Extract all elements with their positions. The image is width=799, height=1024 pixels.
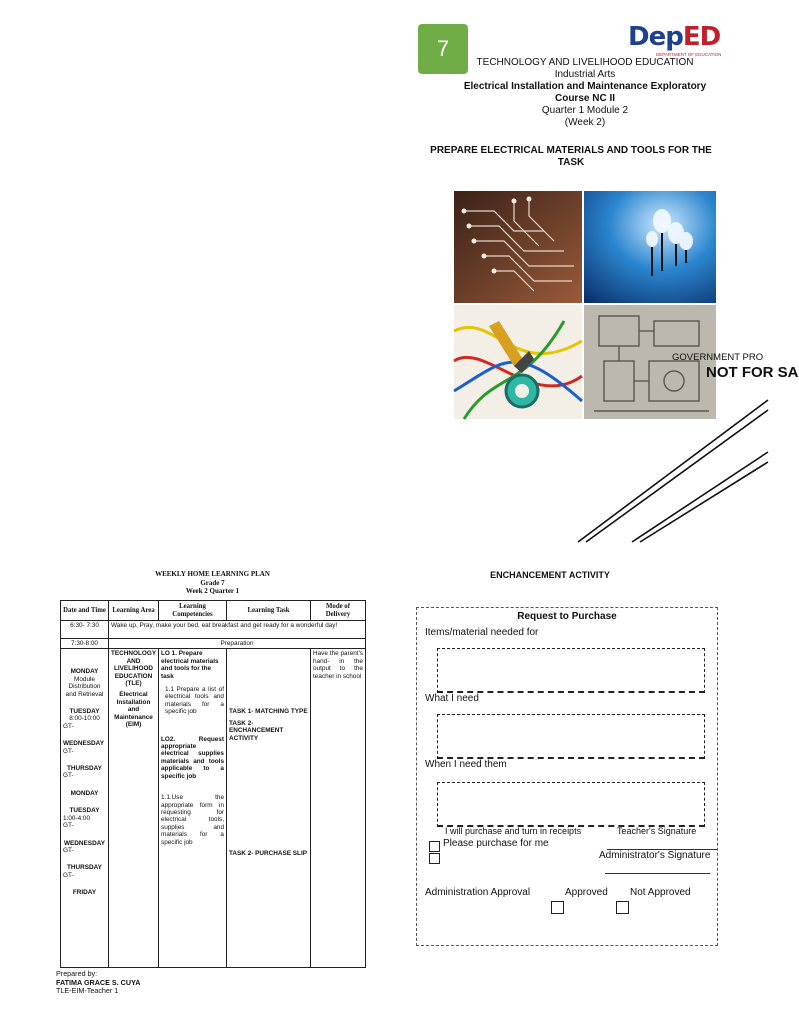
teacher-signature-label: Teacher's Signature bbox=[617, 826, 697, 836]
header-mode: Mode of Delivery bbox=[311, 601, 366, 621]
administration-approval-label: Administration Approval bbox=[425, 887, 531, 898]
day-wednesday: WEDNESDAY bbox=[63, 740, 104, 748]
whlp-title-block bbox=[60, 570, 365, 596]
subject-line: TECHNOLOGY AND LIVELIHOOD EDUCATION bbox=[476, 57, 694, 68]
day-wednesday-2: WEDNESDAY bbox=[64, 839, 105, 847]
prepared-by-label: Prepared by: bbox=[56, 969, 98, 978]
header-learning-task: Learning Task bbox=[227, 601, 311, 621]
learning-task-cell bbox=[227, 649, 311, 968]
what-i-need-label: What I need bbox=[425, 693, 479, 704]
header-learning-area: Learning Area bbox=[109, 601, 159, 621]
lo1-1: 1.1 Prepare a list of electrical tools and materials for a specific job bbox=[165, 686, 224, 716]
second-checkbox[interactable] bbox=[429, 853, 440, 864]
week-line: (Week 2) bbox=[564, 117, 606, 128]
not-approved-checkbox[interactable] bbox=[616, 901, 629, 914]
whlp-title: WEEKLY HOME LEARNING PLAN bbox=[155, 570, 270, 578]
area-line: (EIM) bbox=[125, 721, 142, 729]
lo1: LO 1. Prepare electrical materials and tools for the task bbox=[161, 650, 219, 680]
mode-cell: Have the parent's hand- in the output to the teacher in school bbox=[311, 649, 366, 968]
task-3: TASK 2- PURCHASE SLIP bbox=[229, 850, 307, 858]
government-property-text: GOVERNMENT PRO bbox=[672, 352, 764, 363]
course-line-1: Electrical Installation and Maintenance Exploratory bbox=[463, 81, 707, 92]
what-i-need-field[interactable] bbox=[437, 714, 705, 759]
teacher-role: TLE-EIM-Teacher 1 bbox=[56, 986, 119, 996]
whlp-grade: Grade 7 bbox=[200, 578, 225, 587]
course-line-2: Course NC II bbox=[554, 93, 615, 104]
receipt-note: I will purchase and turn in receipts bbox=[445, 826, 582, 836]
day-thursday-2: THURSDAY bbox=[67, 864, 102, 872]
day-friday: FRIDAY bbox=[72, 889, 97, 897]
gt-label: GT- bbox=[63, 846, 74, 854]
deped-logo bbox=[628, 22, 722, 62]
tuesday-2-time: 1:00-4:00 bbox=[63, 814, 91, 822]
request-to-purchase-form bbox=[416, 607, 718, 946]
table-row bbox=[61, 621, 366, 639]
day-thursday: THURSDAY bbox=[67, 765, 102, 773]
items-needed-label: Items/material needed for bbox=[425, 627, 539, 638]
module-title: PREPARE ELECTRICAL MATERIALS AND TOOLS FOR THE TASK bbox=[430, 145, 712, 168]
approved-label: Approved bbox=[565, 887, 608, 898]
teacher-name: FATIMA GRACE S. CUYA bbox=[56, 977, 141, 987]
when-i-need-field[interactable] bbox=[437, 782, 705, 827]
please-purchase-checkbox[interactable] bbox=[429, 841, 440, 852]
strand-line: Industrial Arts bbox=[554, 69, 616, 80]
not-for-sale-text: NOT FOR SA bbox=[706, 364, 799, 381]
gt-label: GT- bbox=[63, 822, 74, 830]
header-competencies: Learning Competencies bbox=[159, 601, 227, 621]
table-row bbox=[61, 639, 366, 649]
administrator-signature-label: Administrator's Signature bbox=[599, 850, 711, 861]
gt-label: GT- bbox=[63, 747, 74, 755]
task-2: TASK 2- ENCHANCEMENT ACTIVITY bbox=[229, 719, 284, 742]
quarter-module: Quarter 1 Module 2 bbox=[541, 105, 629, 116]
enhancement-title: ENCHANCEMENT ACTIVITY bbox=[490, 570, 610, 580]
gt-label: GT- bbox=[63, 772, 74, 780]
lo2-1: 1.1.Use the appropriate form in requesting for electrical tools, supplies and materials for a specific job bbox=[161, 794, 224, 846]
row2-time: 7:30-8:00 bbox=[61, 639, 109, 649]
when-i-need-label: When I need them bbox=[425, 759, 507, 770]
day-tuesday-2: TUESDAY bbox=[69, 807, 100, 815]
gt-label: GT- bbox=[63, 871, 74, 879]
monday-note: Module Distribution and Retrieval bbox=[65, 675, 104, 698]
learning-area-cell bbox=[109, 649, 159, 968]
whlp-period: Week 2 Quarter 1 bbox=[185, 587, 240, 595]
cover-header bbox=[440, 57, 730, 129]
circuit-image bbox=[454, 191, 582, 303]
day-tuesday: TUESDAY bbox=[69, 708, 100, 716]
grade-badge: 7 bbox=[418, 24, 468, 74]
administrator-signature-line bbox=[605, 873, 710, 874]
decorative-diagonal-lines bbox=[560, 370, 768, 545]
logo-dep: Dep bbox=[628, 22, 683, 52]
light-bulbs-image bbox=[584, 191, 716, 303]
approved-checkbox[interactable] bbox=[551, 901, 564, 914]
day-monday-2: MONDAY bbox=[70, 789, 99, 797]
row1-text: Wake up, Pray, make your bed, eat breakfast and get ready for a wonderful day! bbox=[109, 621, 366, 639]
row1-time: 6:30- 7:30 bbox=[61, 621, 109, 639]
please-purchase-label: Please purchase for me bbox=[443, 838, 549, 849]
gt-label: GT- bbox=[63, 722, 74, 730]
area-line: (TLE) bbox=[125, 680, 142, 688]
logo-ed: ED bbox=[682, 22, 721, 52]
days-cell bbox=[61, 649, 109, 968]
form-title: Request to Purchase bbox=[517, 611, 617, 622]
not-approved-label: Not Approved bbox=[630, 887, 691, 898]
tuesday-time: 8:00-10:00 bbox=[69, 715, 100, 723]
table-header-row bbox=[61, 601, 366, 621]
whlp-table bbox=[60, 600, 366, 968]
items-needed-field[interactable] bbox=[437, 648, 705, 693]
day-monday: MONDAY bbox=[70, 668, 99, 676]
header-date-time: Date and Time bbox=[61, 601, 109, 621]
task-1: TASK 1- MATCHING TYPE bbox=[229, 708, 308, 716]
competencies-cell bbox=[159, 649, 227, 968]
lo2: LO2. Request appropriate electrical supplies materials and tools applicable to a specific job bbox=[161, 735, 224, 780]
table-row bbox=[61, 649, 366, 968]
area-line: Electrical Installation and Maintenance bbox=[114, 691, 153, 721]
area-line: TECHNOLOGY AND LIVELIHOOD EDUCATION bbox=[111, 650, 157, 680]
row2-text: Preparation bbox=[109, 639, 366, 649]
logo-subtitle: DEPARTMENT OF EDUCATION bbox=[656, 52, 722, 57]
prepared-by-block bbox=[56, 970, 140, 996]
